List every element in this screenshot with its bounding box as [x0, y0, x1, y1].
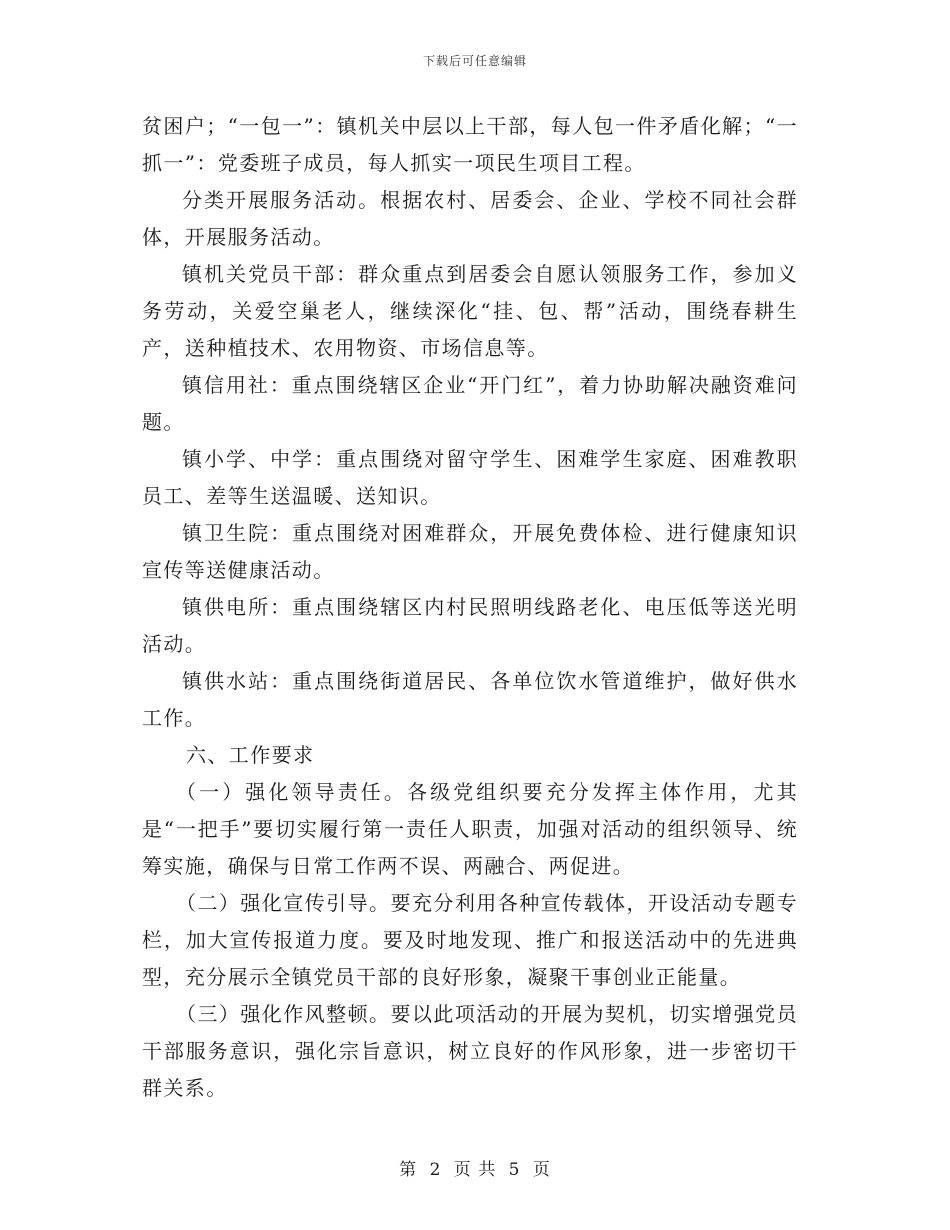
paragraph-requirement-3: （三）强化作风整顿。要以此项活动的开展为契机，切实增强党员干部服务意识，强化宗旨意识，树立良好的作风形象，进一步密切干群关系。 [142, 1002, 798, 1100]
section-heading-work-requirements: 六、工作要求 [186, 743, 315, 767]
paragraph-power-station: 镇供电所：重点围绕辖区内村民照明线路老化、电压低等送光明活动。 [142, 595, 798, 656]
paragraph-classified-services: 分类开展服务活动。根据农村、居委会、企业、学校不同社会群体，开展服务活动。 [142, 188, 798, 249]
footer-prefix: 第 [399, 1160, 418, 1180]
paragraph-continuation: 贫困户；“一包一”：镇机关中层以上干部，每人包一件矛盾化解；“一抓一”：党委班子成员，每人抓实一项民生项目工程。 [142, 114, 798, 175]
paragraph-requirement-2: （二）强化宣传引导。要充分利用各种宣传载体，开设活动专题专栏，加大宣传报道力度。要及时地发现、推广和报送活动中的先进典型，充分展示全镇党员干部的良好形象，凝聚干事创业正能量。 [142, 891, 798, 989]
paragraph-credit-union: 镇信用社：重点围绕辖区企业“开门红”，着力协助解决融资难问题。 [142, 373, 798, 434]
paragraph-water-station: 镇供水站：重点围绕街道居民、各单位饮水管道维护，做好供水工作。 [142, 669, 798, 730]
document-body [142, 108, 798, 1107]
header-note: 下载后可任意编辑 [422, 54, 527, 68]
current-page-number: 2 [429, 1160, 442, 1180]
paragraph-schools: 镇小学、中学：重点围绕对留守学生、困难学生家庭、困难教职员工、差等生送温暖、送知识。 [142, 447, 798, 508]
paragraph-town-cadres: 镇机关党员干部：群众重点到居委会自愿认领服务工作，参加义务劳动，关爱空巢老人，继续深化“挂、包、帮”活动，围绕春耕生产，送种植技术、农用物资、市场信息等。 [142, 262, 798, 360]
paragraph-requirement-1: （一）强化领导责任。各级党组织要充分发挥主体作用，尤其是“一把手”要切实履行第一责任人职责，加强对活动的组织领导、统筹实施，确保与日常工作两不误、两融合、两促进。 [142, 780, 798, 878]
footer-suffix: 页 [532, 1160, 551, 1180]
footer-middle: 页 共 [453, 1160, 497, 1180]
total-pages-number: 5 [508, 1160, 521, 1180]
paragraph-health-center: 镇卫生院：重点围绕对困难群众，开展免费体检、进行健康知识宣传等送健康活动。 [142, 521, 798, 582]
page-footer [0, 1155, 950, 1180]
